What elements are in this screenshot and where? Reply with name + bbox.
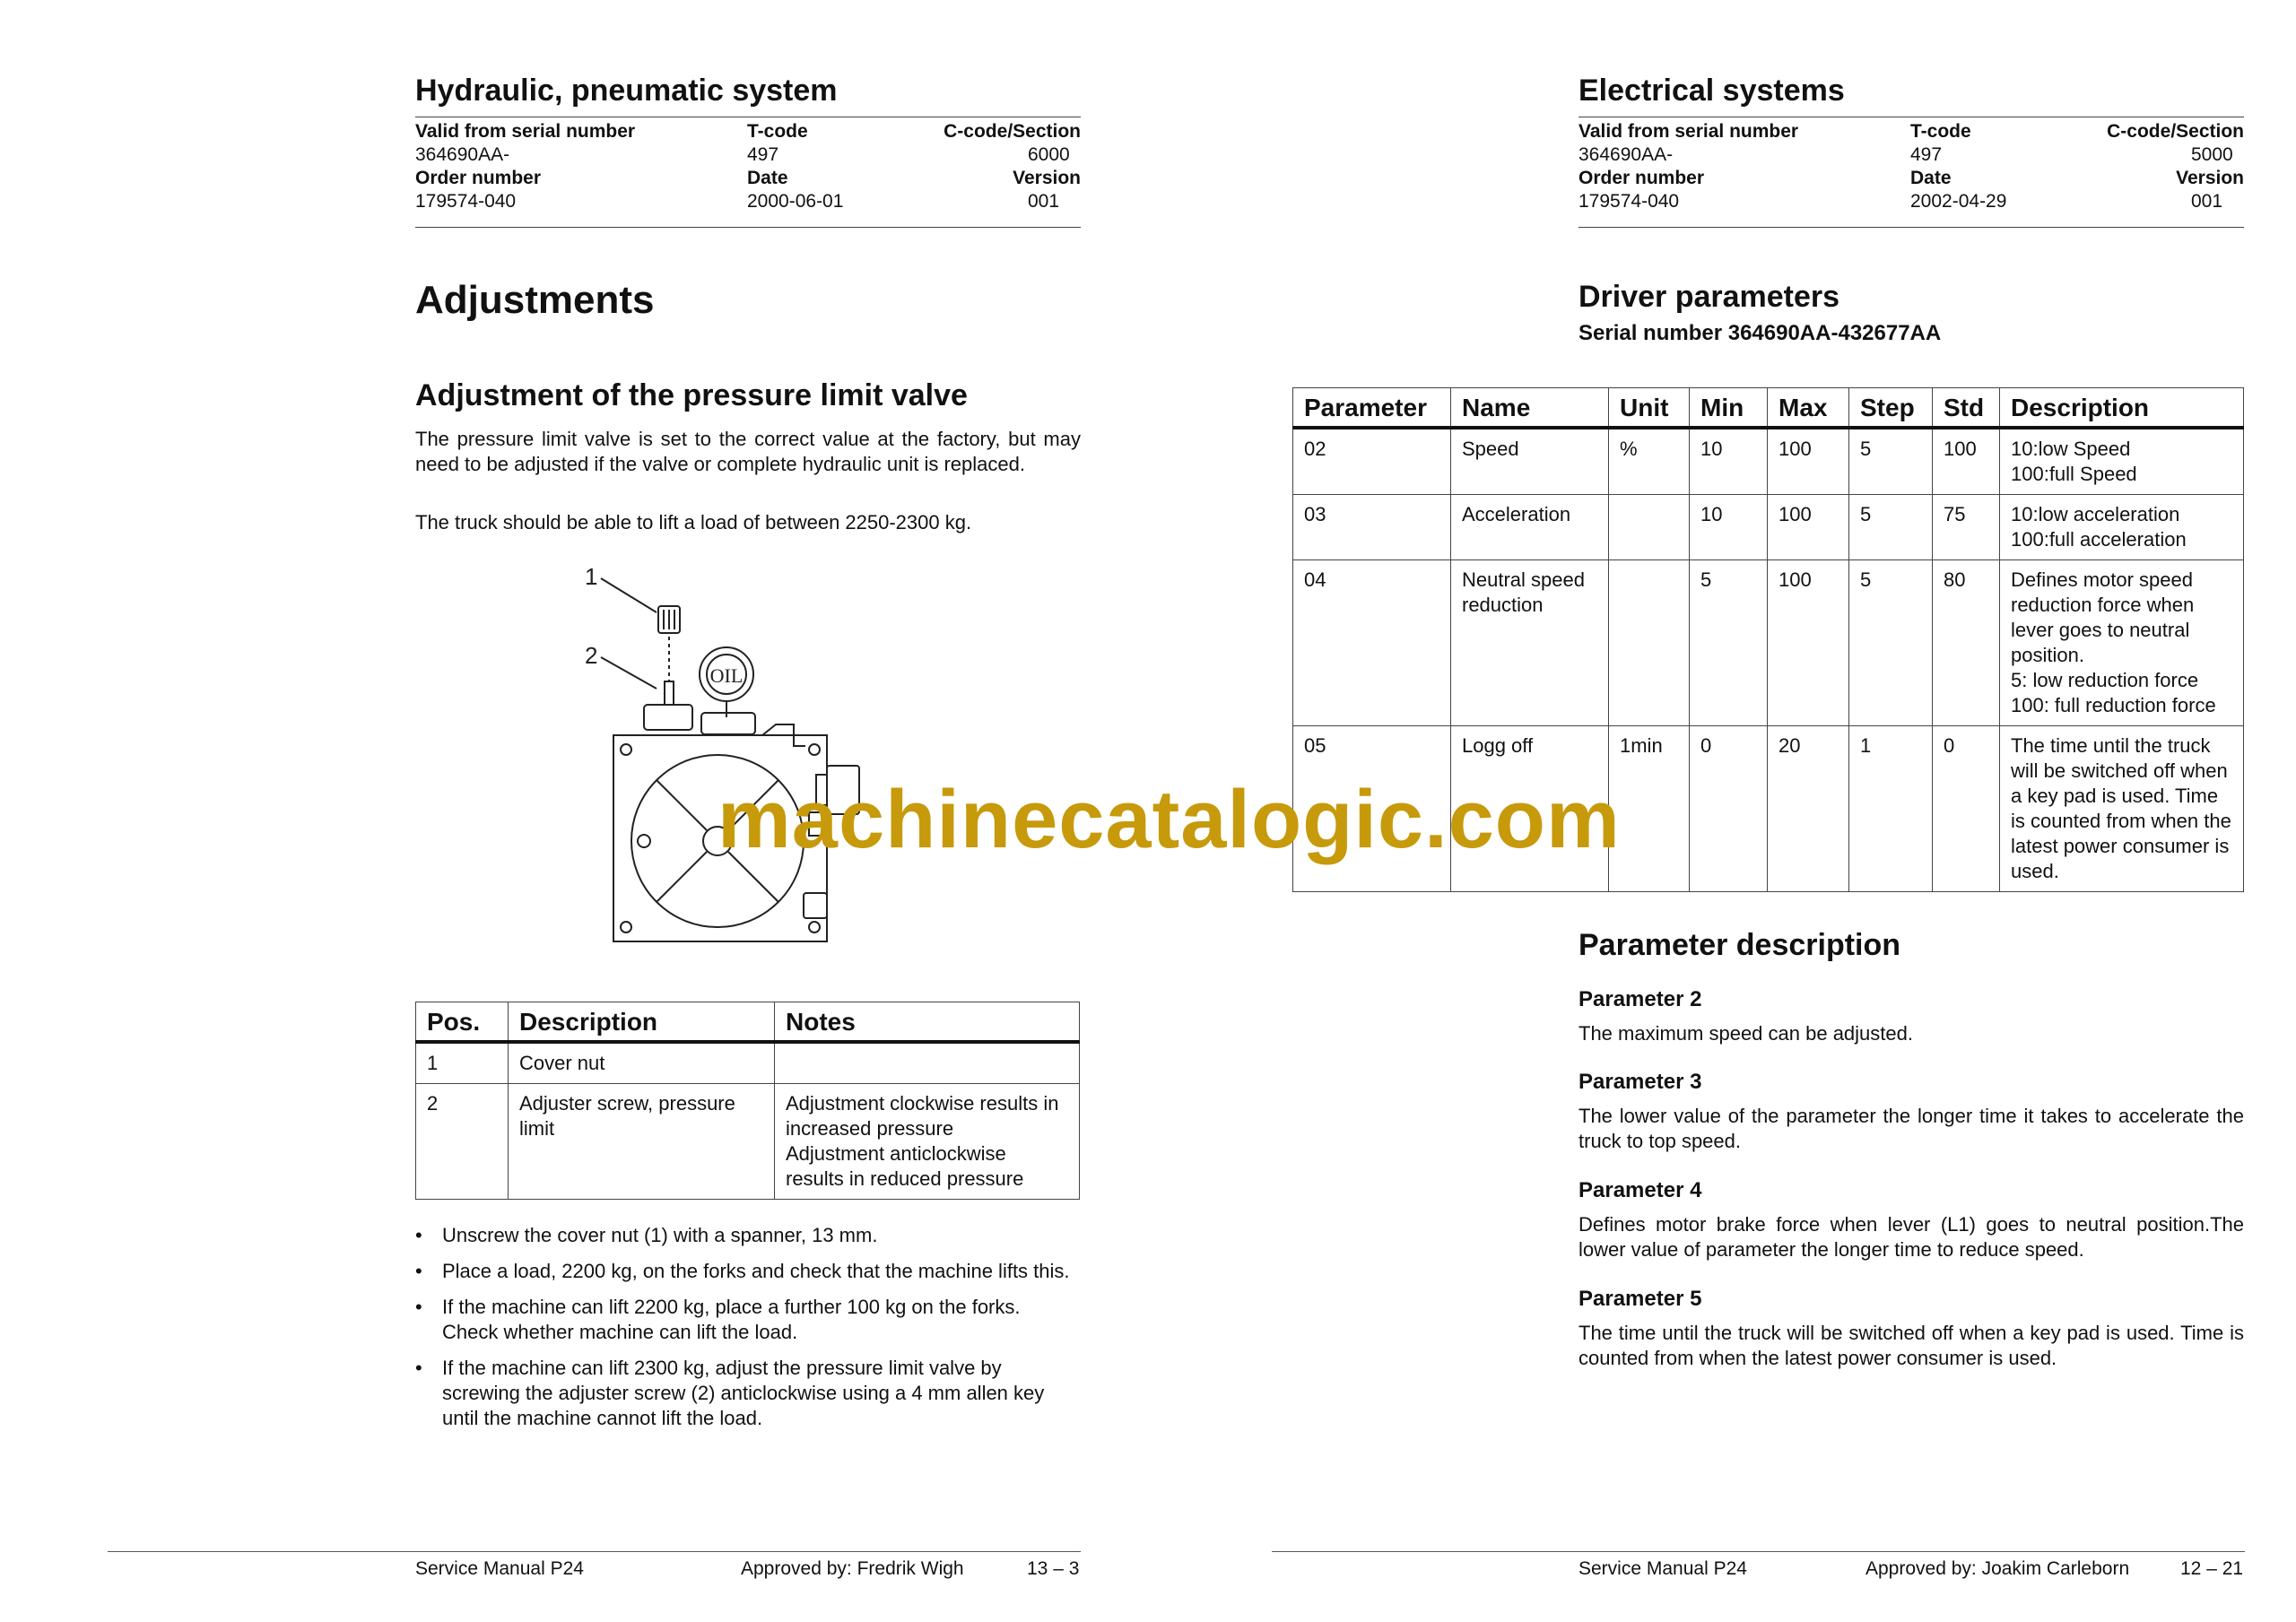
page-heading: Adjustments	[415, 278, 655, 322]
meta-tcode-value: 497	[747, 144, 779, 165]
cell-parameter: 04	[1293, 560, 1451, 726]
meta-ccode-value: 6000	[1028, 144, 1070, 165]
col-parameter: Parameter	[1293, 388, 1451, 429]
cell-unit	[1609, 560, 1690, 726]
intro-paragraph: The pressure limit valve is set to the correct value at the factory, but may need to be adjusted if the valve or complete hydraulic unit is replaced.	[415, 428, 1081, 475]
col-unit: Unit	[1609, 388, 1690, 429]
meta-bottom-rule	[415, 227, 1081, 228]
meta-date-value: 2002-04-29	[1910, 191, 2007, 212]
table-row	[1293, 428, 2244, 495]
list-item: • Unscrew the cover nut (1) with a spanner, 13 mm.	[415, 1223, 1081, 1248]
col-name: Name	[1451, 388, 1609, 429]
meta-valid-label: Valid from serial number	[415, 121, 636, 142]
cell-max: 100	[1768, 560, 1849, 726]
serial-number-range: Serial number 364690AA-432677AA	[1578, 321, 1942, 345]
cell-min: 10	[1690, 495, 1768, 560]
list-item: • Place a load, 2200 kg, on the forks and check that the machine lifts this.	[415, 1259, 1081, 1284]
section-title: Hydraulic, pneumatic system	[415, 74, 838, 108]
cell-parameter: 03	[1293, 495, 1451, 560]
cell-max: 20	[1768, 726, 1849, 892]
col-std: Std	[1933, 388, 2000, 429]
meta-valid-label: Valid from serial number	[1578, 121, 1799, 142]
parameter-title: Parameter 2	[1578, 987, 1702, 1011]
footer-page-number: 12 – 21	[2180, 1558, 2244, 1579]
cell-name: Logg off	[1451, 726, 1609, 892]
procedure-list	[415, 1223, 1081, 1442]
footer-approved: Approved by: Fredrik Wigh	[741, 1558, 964, 1579]
cell-max: 100	[1768, 428, 1849, 495]
meta-ccode-label: C-code/Section	[2107, 121, 2244, 142]
table-row	[416, 1084, 1080, 1200]
table-row	[416, 1042, 1080, 1084]
pos-table	[415, 1002, 1080, 1200]
cell-name: Speed	[1451, 428, 1609, 495]
cell-description: 10:low Speed 100:full Speed	[2000, 428, 2244, 495]
meta-tcode-label: T-code	[747, 121, 808, 142]
meta-version-value: 001	[1028, 191, 1060, 212]
meta-date-label: Date	[747, 168, 788, 188]
cell-max: 100	[1768, 495, 1849, 560]
meta-order-label: Order number	[1578, 168, 1705, 188]
cell-std: 75	[1933, 495, 2000, 560]
parameter-text: The time until the truck will be switched off when a key pad is used. Time is counted from when the latest power consumer is used.	[1578, 1322, 2244, 1369]
cell-step: 5	[1849, 560, 1933, 726]
parameter-text: The lower value of the parameter the longer time it takes to accelerate the truck to top speed.	[1578, 1105, 2244, 1152]
meta-bottom-rule	[1578, 227, 2244, 228]
table-row	[1293, 495, 2244, 560]
cell-notes: Adjustment clockwise results in increased pressure Adjustment anticlockwise results in reduced pressure	[775, 1084, 1080, 1200]
parameter-title: Parameter 4	[1578, 1178, 1702, 1202]
footer-manual: Service Manual P24	[415, 1558, 584, 1579]
parameter-text: Defines motor brake force when lever (L1) goes to neutral position.The lower value of parameter the longer time to reduce speed.	[1578, 1213, 2244, 1261]
document-meta	[1578, 121, 2244, 214]
cell-notes	[775, 1042, 1080, 1084]
cell-min: 0	[1690, 726, 1768, 892]
cell-unit	[1609, 495, 1690, 560]
hydraulic-unit-drawing	[574, 556, 861, 959]
cell-parameter: 02	[1293, 428, 1451, 495]
footer-rule	[108, 1551, 1081, 1552]
meta-ccode-label: C-code/Section	[944, 121, 1081, 142]
meta-tcode-value: 497	[1910, 144, 1943, 165]
cell-std: 0	[1933, 726, 2000, 892]
cell-pos: 1	[416, 1042, 509, 1084]
footer-manual: Service Manual P24	[1578, 1558, 1747, 1579]
subheading: Adjustment of the pressure limit valve	[415, 378, 968, 412]
cell-description: 10:low acceleration 100:full acceleration	[2000, 495, 2244, 560]
cell-description: Cover nut	[509, 1042, 775, 1084]
footer-page-number: 13 – 3	[1027, 1558, 1080, 1579]
meta-valid-value: 364690AA-	[415, 144, 510, 165]
meta-version-value: 001	[2191, 191, 2223, 212]
footer-approved: Approved by: Joakim Carleborn	[1866, 1558, 2130, 1579]
oil-gauge-label: OIL	[709, 664, 744, 687]
cell-std: 80	[1933, 560, 2000, 726]
meta-valid-value: 364690AA-	[1578, 144, 1674, 165]
meta-date-label: Date	[1910, 168, 1952, 188]
meta-order-value: 179574-040	[1578, 191, 1680, 212]
meta-version-label: Version	[1013, 168, 1081, 188]
parameter-title: Parameter 3	[1578, 1070, 1702, 1094]
cell-min: 10	[1690, 428, 1768, 495]
meta-version-label: Version	[2176, 168, 2244, 188]
table-row	[1293, 560, 2244, 726]
cell-unit: %	[1609, 428, 1690, 495]
cell-pos: 2	[416, 1084, 509, 1200]
parameter-title: Parameter 5	[1578, 1287, 1702, 1311]
watermark: machinecatalogic.com	[718, 774, 1621, 865]
list-item: • If the machine can lift 2300 kg, adjust the pressure limit valve by screwing the adjuster screw (2) anticlockwise using a 4 mm allen key until the machine cannot lift the load.	[415, 1356, 1081, 1431]
cell-parameter: 05	[1293, 726, 1451, 892]
cell-min: 5	[1690, 560, 1768, 726]
col-max: Max	[1768, 388, 1849, 429]
cell-step: 5	[1849, 495, 1933, 560]
col-description: Description	[509, 1002, 775, 1043]
load-paragraph: The truck should be able to lift a load of between 2250-2300 kg.	[415, 511, 972, 533]
cell-step: 5	[1849, 428, 1933, 495]
col-notes: Notes	[775, 1002, 1080, 1043]
cell-description: Defines motor speed reduction force when lever goes to neutral position. 5: low reduction force 100: full reduction force	[2000, 560, 2244, 726]
cell-std: 100	[1933, 428, 2000, 495]
col-min: Min	[1690, 388, 1768, 429]
meta-ccode-value: 5000	[2191, 144, 2233, 165]
list-item: • If the machine can lift 2200 kg, place a further 100 kg on the forks. Check whether machine can lift the load.	[415, 1295, 1081, 1345]
meta-tcode-label: T-code	[1910, 121, 1971, 142]
cell-name: Acceleration	[1451, 495, 1609, 560]
document-meta	[415, 121, 1081, 214]
cell-name: Neutral speed reduction	[1451, 560, 1609, 726]
page-heading: Driver parameters	[1578, 280, 1840, 314]
cell-description: Adjuster screw, pressure limit	[509, 1084, 775, 1200]
meta-date-value: 2000-06-01	[747, 191, 844, 212]
footer-rule	[1272, 1551, 2245, 1552]
meta-order-value: 179574-040	[415, 191, 517, 212]
cell-unit: 1min	[1609, 726, 1690, 892]
cell-step: 1	[1849, 726, 1933, 892]
parameter-text: The maximum speed can be adjusted.	[1578, 1022, 1913, 1045]
parameter-description-heading: Parameter description	[1578, 928, 1901, 962]
figure-callout-2: 2	[585, 642, 598, 669]
cell-description: The time until the truck will be switched off when a key pad is used. Time is counted from when the latest power consumer is used.	[2000, 726, 2244, 892]
section-title: Electrical systems	[1578, 74, 1845, 108]
figure-callout-1: 1	[585, 563, 598, 590]
meta-order-label: Order number	[415, 168, 542, 188]
col-step: Step	[1849, 388, 1933, 429]
col-pos: Pos.	[416, 1002, 509, 1043]
col-description: Description	[2000, 388, 2244, 429]
